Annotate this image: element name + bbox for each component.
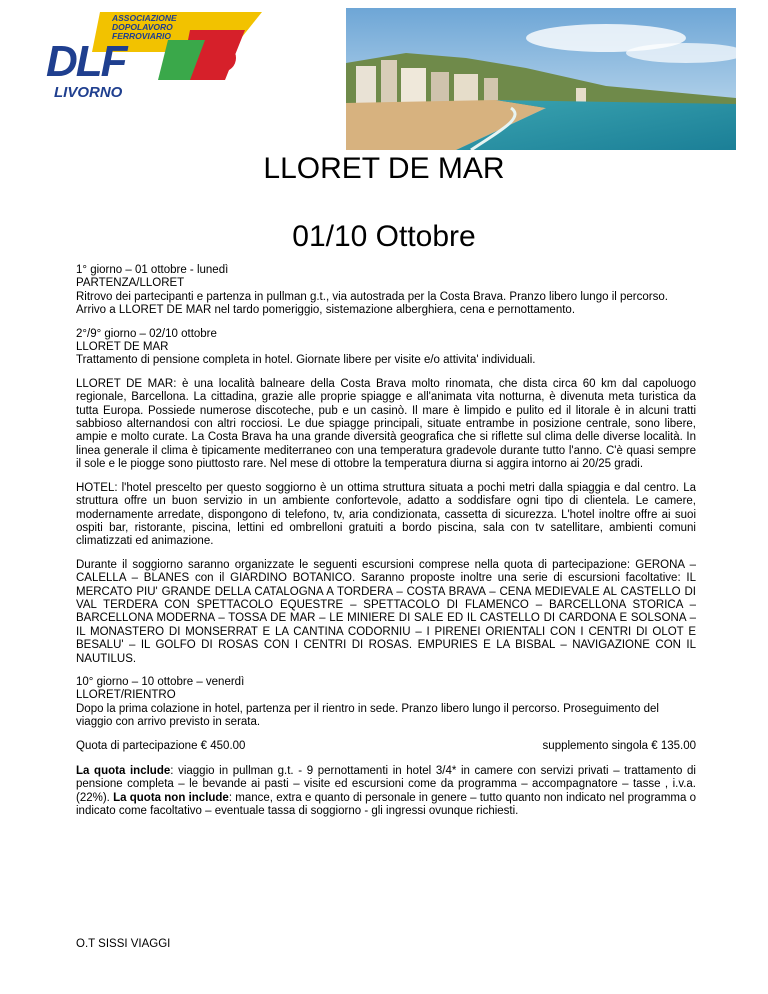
footer-agency: O.T SISSI VIAGGI <box>76 938 171 950</box>
day1-text: Ritrovo dei partecipanti e partenza in pullman g.t., via autostrada per la Costa Brava. Pranzo libero lungo il percorso. Arrivo a LLORET DE MAR nel tardo pomeriggio, sistemazione alberghiera, cena e pernottamento. <box>76 290 668 317</box>
day2-text: Trattamento di pensione completa in hotel. Giornate libere per visite e/o attivita' individuali. <box>76 354 536 367</box>
price-quota: Quota di partecipazione € 450.00 <box>76 739 246 752</box>
day10-route: LLORET/RIENTRO <box>76 689 176 702</box>
dlf-logo <box>40 10 270 105</box>
price-row <box>76 740 696 753</box>
excludes-text: : mance, extra e quanto di personale in genere – tutto quanto non indicato nel programma o indicato come facoltativo – eventuale tassa di soggiorno - gli ingressi ovunque richiesti. <box>76 791 696 818</box>
beach-photo <box>346 8 736 150</box>
logo-association-text: ASSOCIAZIONE DOPOLAVORO FERROVIARIO <box>112 13 177 41</box>
includes-label: La quota include <box>76 765 171 777</box>
lloret-description: LLORET DE MAR: è una località balneare della Costa Brava molto rinomata, che dista circa 60 km dal capoluogo regionale, Barcellona. La cittadina, grazie alle proprie spiagge e all'animata vita notturna, è divenuta meta turistica da tutta Europa. Possiede numerose discoteche, pub e un casinò. Il mare è limpido e pulito ed il litorale è in alcuni tratti sabbioso alternandosi con altri rocciosi. Le due spiagge principali, situate entrambe in posizione centrale, sono libere, ampie e molto curate. La Costa Brava ha una grande diversità geografica che si riflette sul clima delle diverse località. In linea generale il clima è tipicamente mediterraneo con una temperatura gradevole durante tutto l'anno. C'è quasi sempre il sole e le piogge sono piuttosto rare. Nel mese di ottobre la temperatura diurna si aggira intorno ai 20/25 gradi. <box>76 377 696 471</box>
day1-route: PARTENZA/LLORET <box>76 277 185 290</box>
trip-dates: 01/10 Ottobre <box>292 220 476 253</box>
day2-section <box>76 328 696 368</box>
day2-heading: 2°/9° giorno – 02/10 ottobre <box>76 327 217 340</box>
page-title: LLORET DE MAR <box>263 152 505 185</box>
price-supplement: supplemento singola € 135.00 <box>542 739 696 752</box>
day10-text: Dopo la prima colazione in hotel, partenza per il rientro in sede. Pranzo libero lungo il percorso. Proseguimento del viaggio con arrivo previsto in serata. <box>76 702 659 729</box>
day2-route: LLORET DE MAR <box>76 341 169 354</box>
day1-section <box>76 264 696 318</box>
logo-city: LIVORNO <box>54 84 123 101</box>
day10-section <box>76 676 696 730</box>
includes-text: : viaggio in pullman g.t. - 9 pernottamenti in hotel 3/4* in camere con servizi privati – trattamento di pensione completa – le bevande ai pasti – visite ed escursioni come da programma – accompagnatore – tasse , i.v.a. (22%). <box>76 765 696 804</box>
excludes-label: La quota non include <box>113 791 229 804</box>
day1-heading: 1° giorno – 01 ottobre - lunedì <box>76 264 229 276</box>
logo-brand: DLF <box>46 37 126 86</box>
hotel-description: HOTEL: l'hotel prescelto per questo soggiorno è un ottima struttura situata a pochi metri dalla spiaggia e dal centro. La struttura offre un buon servizio in un ambiente confortevole, adatto a soddisfare ogni tipo di clientela. Le camere, modernamente arredate, dispongono di telefono, tv, aria condizionata, cassetta di sicurezza. L'hotel inoltre offre ai suoi ospiti bar, ristorante, piscina, lettini ed ombrelloni gratuiti a bordo piscina, sala con tv satellitare, ambienti comuni climatizzati ed animazione. <box>76 481 696 548</box>
day10-heading: 10° giorno – 10 ottobre – venerdì <box>76 675 245 688</box>
includes-section <box>76 765 696 819</box>
itinerary <box>76 264 696 829</box>
excursions-description: Durante il soggiorno saranno organizzate le seguenti escursioni comprese nella quota di partecipazione: GERONA – CALELLA – BLANES con il GIARDINO BOTANICO. Saranno proposte inoltre una serie di escursioni facoltative: IL MERCATO PIU' GRANDE DELLA CATALOGNA A TORDERA – COSTA BRAVA – CENA MEDIEVALE AL CASTELLO DI VAL TERDERA CON SPETTACOLO EQUESTRE – SPETTACOLO DI FLAMENCO – BARCELLONA STORICA – BARCELLONA MODERNA – TOSSA DE MAR – LE MINIERE DI SALE ED IL CASTELLO DI CARDONA E SOLSONA – IL MONASTERO DI MONSERRAT E LA CANTINA CODORNIU – I PIRENEI ORIENTALI CON I CENTRI DI OLOT E BESALU' – IL GOLFO DI ROSAS CON I CENTRI DI ROSAS. EMPURIES E LA BISBAL – NAVIGAZIONE CON IL NAUTILUS. <box>76 558 696 665</box>
